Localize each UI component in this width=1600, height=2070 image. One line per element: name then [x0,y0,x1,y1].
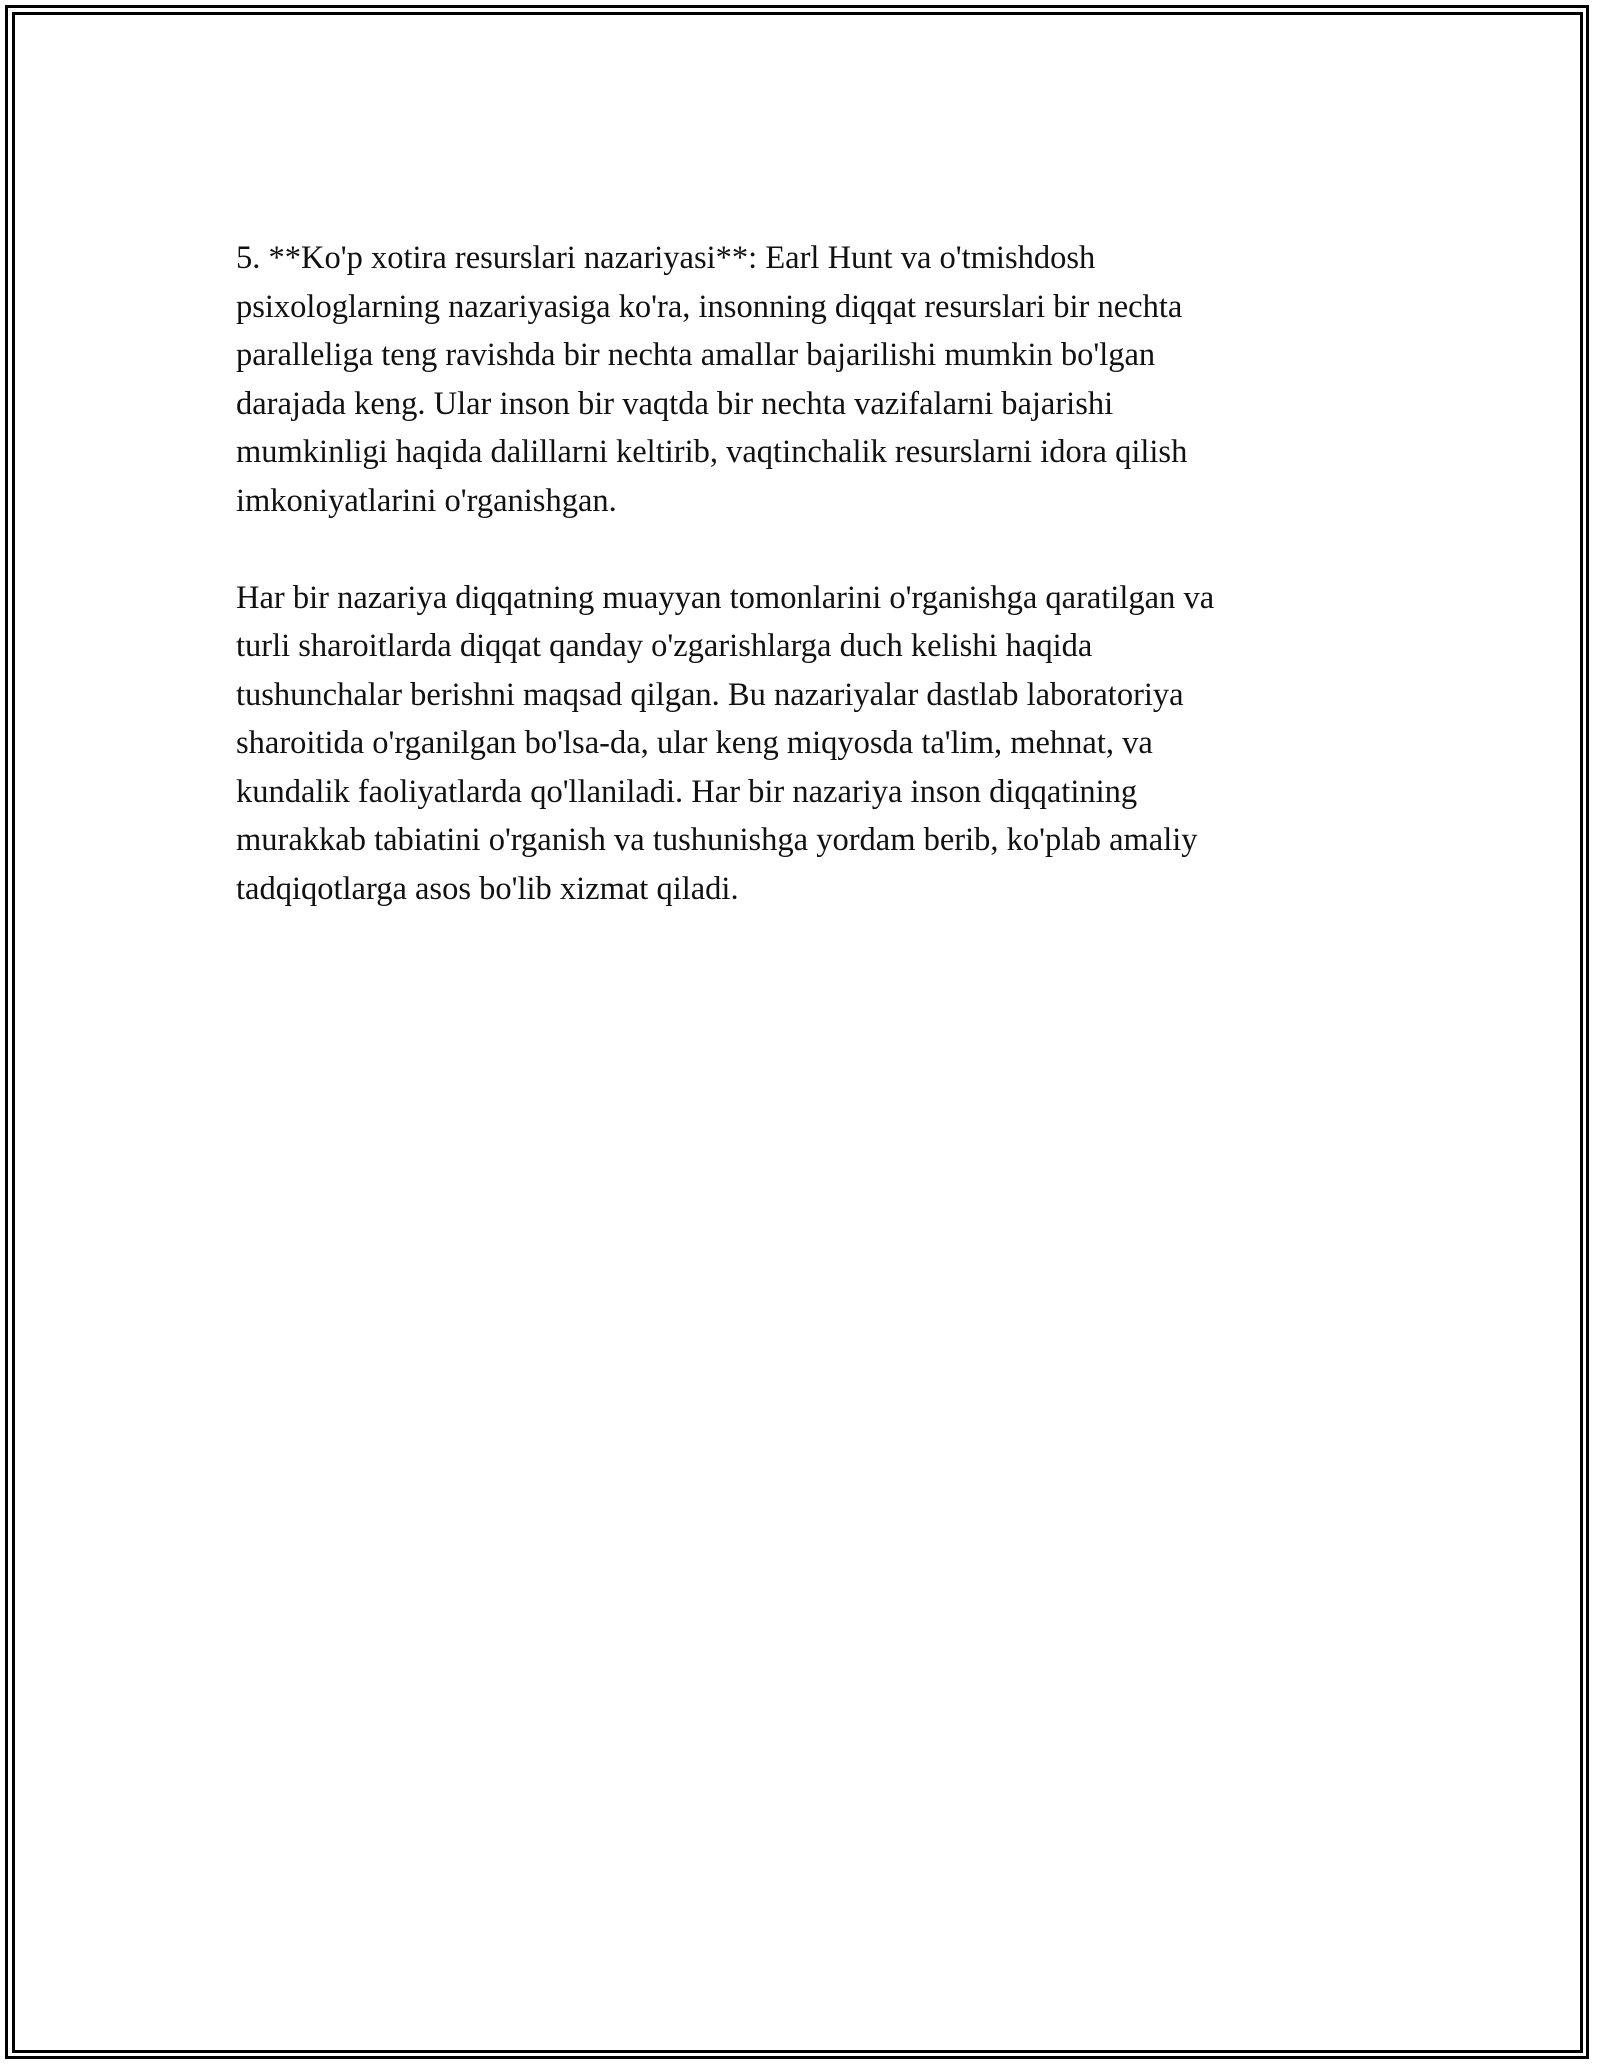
text-line: tadqiqotlarga asos bo'lib xizmat qiladi. [236,870,739,907]
text-line: kundalik faoliyatlarda qo'llaniladi. Har bir nazariya inson diqqatining [236,773,1138,810]
text-line: mumkinligi haqida dalillarni keltirib, vaqtinchalik resurslarni idora qilish [236,434,1188,470]
text-line: paralleliga teng ravishda bir nechta amallar bajarilishi mumkin bo'lgan [236,337,1156,373]
text-line: Har bir nazariya diqqatning muayyan tomonlarini o'rganishga qaratilgan va [236,579,1215,616]
text-line: turli sharoitlarda diqqat qanday o'zgarishlarga duch kelishi haqida [236,628,1093,664]
text-line: tushunchalar berishni maqsad qilgan. Bu nazariyalar dastlab laboratoriya [236,676,1184,713]
paragraph-summary [236,574,1376,914]
text-line: imkoniyatlarini o'rganishgan. [236,482,617,519]
text-line: 5. **Ko'p xotira resurslari nazariyasi**: Earl Hunt va o'tmishdosh [236,240,1096,276]
paragraph-theory-5 [236,234,1376,525]
text-line: darajada keng. Ular inson bir vaqtda bir nechta vazifalarni bajarishi [236,385,1114,422]
paragraph-spacer [236,525,1376,574]
text-line: murakkab tabiatini o'rganish va tushunishga yordam berib, ko'plab amaliy [236,822,1198,858]
text-line: psixologlarning nazariyasiga ko'ra, insonning diqqat resurslari bir nechta [236,288,1183,325]
text-line: sharoitida o'rganilgan bo'lsa-da, ular keng miqyosda ta'lim, mehnat, va [236,725,1153,761]
document-body [236,234,1376,913]
